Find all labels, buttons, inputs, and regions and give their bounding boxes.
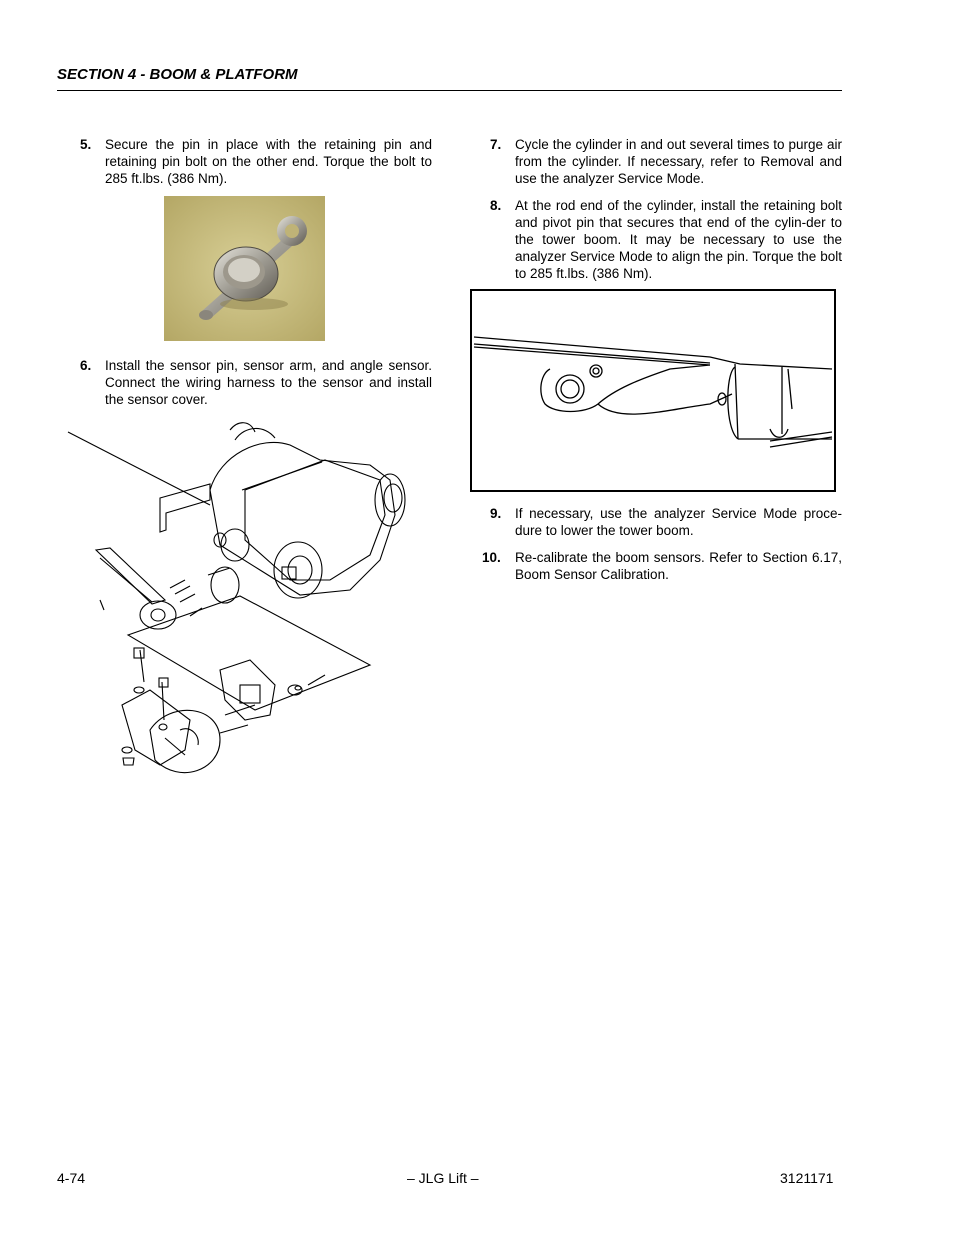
step-number: 6. bbox=[80, 358, 92, 373]
step-text: If necessary, use the analyzer Service Mode proce-dure to lower the tower boom. bbox=[515, 506, 842, 538]
step-text: Secure the pin in place with the retaining pin and retaining pin bolt on the other end. Torque the bolt to 285 ft.lbs. (386 Nm). bbox=[105, 137, 432, 186]
step-7 bbox=[490, 136, 842, 188]
sensor-exploded-diagram bbox=[60, 420, 430, 785]
step-10 bbox=[482, 549, 842, 585]
step-text: Re-calibrate the boom sensors. Refer to Section 6.17, Boom Sensor Calibration. bbox=[515, 550, 842, 582]
doc-number: 3121171 bbox=[780, 1170, 834, 1186]
step-number: 7. bbox=[490, 137, 502, 152]
footer-center: – JLG Lift – bbox=[407, 1170, 479, 1186]
page-number: 4-74 bbox=[57, 1170, 86, 1186]
step-8 bbox=[490, 197, 842, 283]
section-title: SECTION 4 - BOOM & PLATFORM bbox=[57, 66, 298, 83]
retaining-pin-photo bbox=[164, 196, 325, 341]
step-text: Cycle the cylinder in and out several times to purge air from the cylinder. If necessary, refer to Removal and use the analyzer Service Mode. bbox=[515, 137, 842, 186]
step-number: 9. bbox=[490, 506, 502, 521]
step-5 bbox=[80, 136, 432, 188]
step-text: Install the sensor pin, sensor arm, and angle sensor. Connect the wiring harness to the sensor and install the sensor cover. bbox=[105, 358, 432, 407]
cylinder-rod-end-figure bbox=[470, 289, 836, 492]
step-text: At the rod end of the cylinder, install the retaining bolt and pivot pin that secures that end of the cylin-der to the tower boom. It may be necessary to use the analyzer Service Mode to align the pin. Torque the bolt to 285 ft.lbs. (386 Nm). bbox=[515, 198, 842, 281]
step-number: 10. bbox=[482, 550, 501, 565]
step-9 bbox=[490, 505, 842, 541]
step-number: 5. bbox=[80, 137, 92, 152]
step-number: 8. bbox=[490, 198, 502, 213]
step-6 bbox=[80, 357, 432, 409]
header-rule bbox=[57, 90, 842, 91]
